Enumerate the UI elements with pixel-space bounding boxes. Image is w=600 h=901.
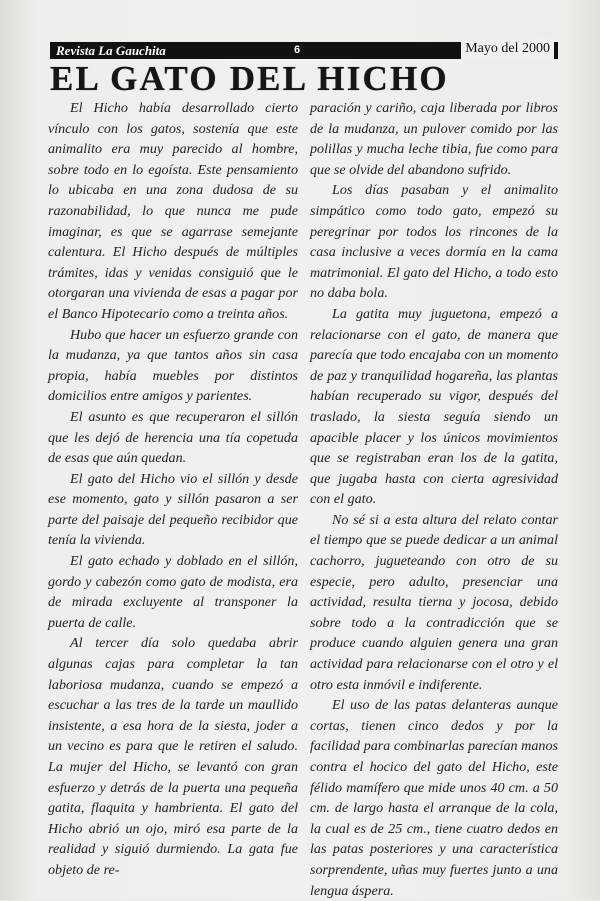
paragraph: El gato del Hicho vio el sillón y desde ese momento, gato y sillón pasaron a ser parte del paisaje del pequeño recibidor que tenía la vivienda. <box>48 470 298 549</box>
paragraph: Al tercer día solo quedaba abrir algunas cajas para completar la tan laboriosa mudanza, cuando se empezó a escuchar a las tres de la tarde un maullido insistente, a esa hora de la siesta, joder a un vecino es para que le retiren el saludo. La mujer del Hicho, se levantó con gran esfuerzo y detrás de la puerta una pequeña gatita, flaquita y hambrienta. El gato del Hicho abrió un ojo, miró esa parte de la realidad y siguió durmiendo. La gata fue objeto de re- <box>48 635 298 878</box>
paragraph: Los días pasaban y el animalito simpático como todo gato, empezó su peregrinar por todos los rincones de la casa inclusive a veces dormía en la cama matrimonial. El gato del Hicho, a todo esto no daba bola. <box>310 182 558 302</box>
paragraph: El uso de las patas delanteras aunque cortas, tienen cinco dedos y por la facilidad para combinarlas parecían manos contra el hocico del gato del Hicho, este félido mamífero que mide unos 40 cm. a 50 cm. de largo hasta el arranque de la cola, la cual es de 25 cm., tiene cuatro dedos en las patas posteriores y una característica sorprendente, uñas muy fuertes junto a una lengua áspera. <box>310 697 558 899</box>
paragraph: El asunto es que recuperaron el sillón que les dejó de herencia una tía copetuda de esas que aún quedan. <box>48 408 298 467</box>
left-column <box>48 98 298 881</box>
paragraph-continued: paración y cariño, caja liberada por libros de la mudanza, un pulover comido por las polillas y mucha leche tibia, fue como para que se olvide del abandono sufrido. <box>310 100 558 178</box>
article-title: EL GATO DEL HICHO <box>50 59 449 98</box>
paragraph: Hubo que hacer un esfuerzo grande con la mudanza, ya que tantos años sin casa propia, había muebles por distintos domicilios entre amigos y parientes. <box>48 326 298 405</box>
page-number: 6 <box>294 44 301 56</box>
paragraph: El Hicho había desarrollado cierto vínculo con los gatos, sostenía que este animalito era muy parecido al hombre, sobre todo en lo egoísta. Este pensamiento lo ubicaba en una zona dudosa de su razonabilidad, lo que nunca me pude imaginar, es que se agarrase semejante calentura. El Hicho después de múltiples trámites, idas y venidas consiguió que le otorgaran una vivienda de esas a pagar por el Banco Hipotecario como a treinta años. <box>48 100 298 322</box>
paragraph: El gato echado y doblado en el sillón, gordo y cabezón como gato de modista, era de mirada excluyente al transponer la puerta de calle. <box>48 553 298 631</box>
right-column <box>310 98 558 901</box>
magazine-name: Revista La Gauchita <box>56 43 166 58</box>
page-header <box>50 42 558 59</box>
paragraph: No sé si a esta altura del relato contar el tiempo que se puede dedicar a un animal cachorro, jugueteando con otro de su especie, pero adulto, presenciar una actividad, resulta tierna y jocosa, debido sobre todo a la contradicción que se produce cuando alguien genera una gran actividad para relacionarse con el otro y el otro esta inmóvil e indiferente. <box>310 511 558 693</box>
issue-date: Mayo del 2000 <box>461 39 554 59</box>
paragraph: La gatita muy juguetona, empezó a relacionarse con el gato, de manera que parecía que todo encajaba con un momento de paz y tranquilidad hogareña, las plantas habían recuperado su vigor, después del traslado, la siesta seguía siendo un apacible placer y los únicos movimientos que se registraban eran los de la gatita, que jugaba hasta con cierta agresividad con el gato. <box>310 305 558 508</box>
